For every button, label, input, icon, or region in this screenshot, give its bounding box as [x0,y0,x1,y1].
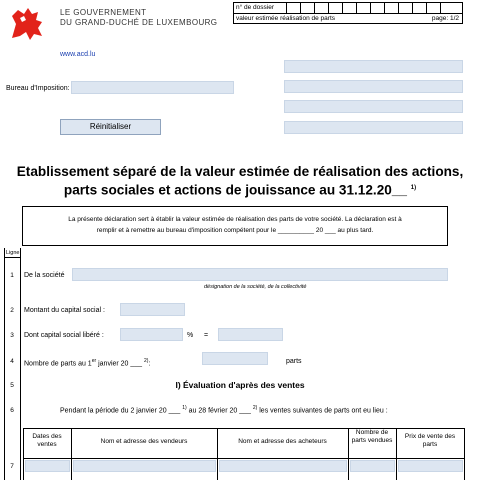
address-field-4[interactable] [284,121,463,134]
row7-vendeur-input[interactable] [73,460,216,472]
address-field-3[interactable] [284,100,463,113]
nombre-parts-input[interactable] [202,352,268,365]
title-line-2: parts sociales et actions de jouissance au 31.12.20__ [63,182,407,198]
government-name [60,8,217,28]
col-acheteurs: Nom et adresse des acheteurs [238,438,327,445]
col-vendeurs: Nom et adresse des vendeurs [100,438,188,445]
societe-label: De la société [24,272,65,279]
col-prix: Prix de vente des parts [404,433,456,448]
address-field-1[interactable] [284,60,463,73]
bureau-label: Bureau d'Imposition: [6,85,70,92]
societe-input[interactable] [72,268,448,281]
capital-libere-label: Dont capital social libéré : [24,332,104,339]
intro-line-2: remplir et à remettre au bureau d'imposition compétent pour le __________ 20 ___ au plus tard. [96,227,374,234]
line-5-number: 5 [10,382,14,389]
societe-caption: désignation de la société, de la collectivité [204,284,307,290]
row7-date-input[interactable] [25,460,70,472]
row7-nombre-input[interactable] [350,460,395,472]
col-dates: Dates des ventes [32,433,62,448]
line-1-number: 1 [10,272,14,279]
capital-social-input[interactable] [120,303,185,316]
parts-unit: parts [286,358,302,365]
percent-sign: % [187,332,194,339]
page-title [0,163,480,199]
line-2-number: 2 [10,307,14,314]
capital-libere-amount-input[interactable] [218,328,283,341]
row7-prix-input[interactable] [398,460,463,472]
gov-line-1: LE GOUVERNEMENT [60,8,147,17]
dossier-label: n° de dossier [236,4,275,11]
section-heading: I) Évaluation d'après des ventes [175,380,305,390]
line-3-number: 3 [10,332,14,339]
intro-line-1: La présente déclaration sert à établir la valeur estimée de réalisation des parts de votre société. La déclaration est à [68,216,402,223]
equals-sign: = [204,332,209,339]
line-7-number: 7 [10,463,14,470]
reset-button[interactable]: Réinitialiser [60,119,161,135]
col-nombre: Nombre de parts vendues [351,429,393,444]
doc-title: valeur estimée réalisation de parts [236,15,335,22]
page-indicator: page: 1/2 [431,15,459,22]
ventes-period-text: Pendant la période du 2 janvier 20 ___ $^{1)}$ au 28 février 20 ___ $^{2)}$ les ventes suivantes de parts ont eu lieu : [60,405,388,415]
lion-icon [6,4,48,42]
website-link[interactable]: www.acd.lu [60,51,96,58]
government-logo [6,4,48,42]
bureau-input[interactable] [71,81,234,94]
ventes-table [23,428,465,480]
capital-libere-pct-input[interactable] [120,328,183,341]
intro-box [22,206,448,246]
line-4-number: 4 [10,358,14,365]
line-6-number: 6 [10,407,14,414]
address-field-2[interactable] [284,80,463,93]
title-footnote: 1) [410,185,417,191]
nombre-parts-label: Nombre de parts au 1er janvier 20 ___ $^{2)}$: [24,358,151,368]
title-line-1: Etablissement séparé de la valeur estimée de réalisation des actions, [16,164,464,179]
ligne-header: Ligne [6,250,20,256]
capital-social-label: Montant du capital social : [24,307,105,314]
header-box [233,2,463,24]
row7-acheteur-input[interactable] [219,460,347,472]
gov-line-2: DU GRAND-DUCHÉ DE LUXEMBOURG [60,18,218,27]
